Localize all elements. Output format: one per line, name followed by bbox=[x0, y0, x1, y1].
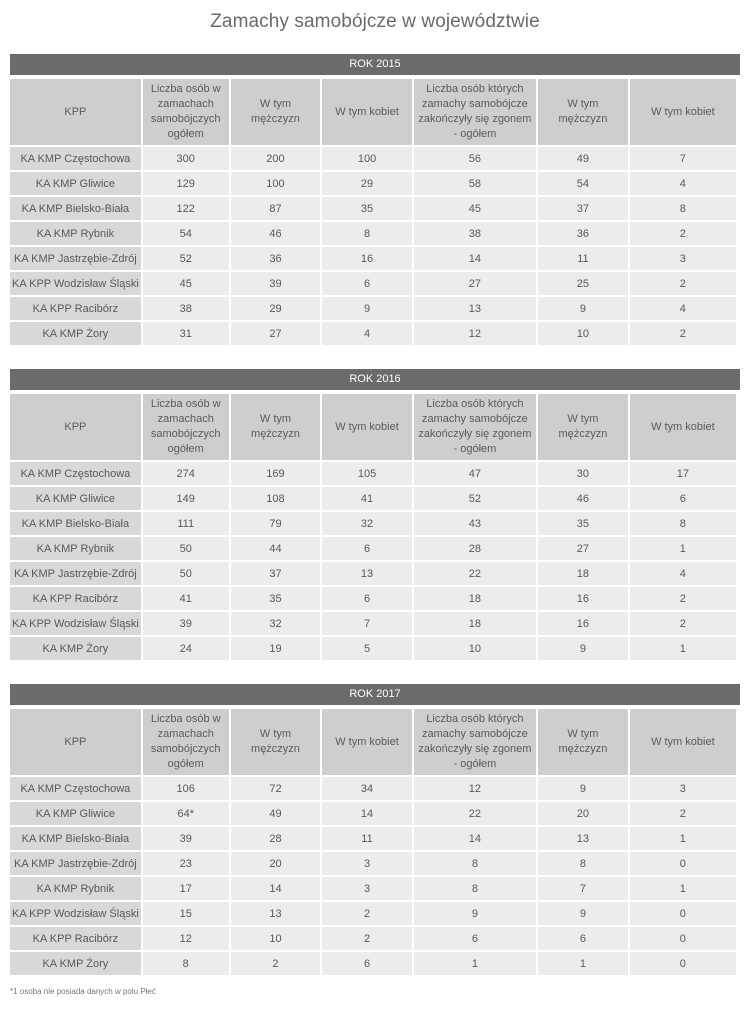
table-row bbox=[10, 537, 736, 560]
value-cell-attempts-men: 32 bbox=[231, 612, 321, 635]
value-cell-attempts-total: 41 bbox=[143, 587, 229, 610]
value-cell-attempts-women: 9 bbox=[322, 297, 411, 320]
year-block-2017 bbox=[10, 684, 740, 981]
value-cell-deaths-women: 2 bbox=[630, 222, 736, 245]
column-header-attempts-women: W tym kobiet bbox=[322, 394, 411, 460]
value-cell-attempts-total: 274 bbox=[143, 462, 229, 485]
value-cell-attempts-women: 16 bbox=[322, 247, 411, 270]
value-cell-deaths-men: 54 bbox=[538, 172, 628, 195]
value-cell-deaths-men: 36 bbox=[538, 222, 628, 245]
value-cell-deaths-total: 14 bbox=[414, 247, 536, 270]
value-cell-deaths-women: 3 bbox=[630, 777, 736, 800]
value-cell-attempts-women: 4 bbox=[322, 322, 411, 345]
kpp-name-cell: KA KMP Żory bbox=[10, 952, 141, 975]
kpp-name-cell: KA KMP Częstochowa bbox=[10, 777, 141, 800]
table-row bbox=[10, 512, 736, 535]
kpp-name-cell: KA KMP Gliwice bbox=[10, 172, 141, 195]
value-cell-attempts-total: 12 bbox=[143, 927, 229, 950]
value-cell-deaths-women: 2 bbox=[630, 802, 736, 825]
value-cell-attempts-total: 129 bbox=[143, 172, 229, 195]
value-cell-attempts-men: 44 bbox=[231, 537, 321, 560]
kpp-name-cell: KA KPP Wodzisław Śląski bbox=[10, 902, 141, 925]
value-cell-deaths-total: 12 bbox=[414, 777, 536, 800]
value-cell-attempts-total: 52 bbox=[143, 247, 229, 270]
value-cell-attempts-men: 13 bbox=[231, 902, 321, 925]
value-cell-deaths-men: 18 bbox=[538, 562, 628, 585]
kpp-name-cell: KA KMP Rybnik bbox=[10, 537, 141, 560]
table-row bbox=[10, 877, 736, 900]
value-cell-attempts-total: 39 bbox=[143, 612, 229, 635]
value-cell-attempts-women: 2 bbox=[322, 902, 411, 925]
value-cell-deaths-total: 14 bbox=[414, 827, 536, 850]
value-cell-attempts-total: 39 bbox=[143, 827, 229, 850]
value-cell-deaths-women: 4 bbox=[630, 562, 736, 585]
value-cell-attempts-women: 13 bbox=[322, 562, 411, 585]
value-cell-deaths-total: 43 bbox=[414, 512, 536, 535]
kpp-name-cell: KA KMP Gliwice bbox=[10, 487, 141, 510]
value-cell-deaths-women: 2 bbox=[630, 587, 736, 610]
value-cell-deaths-men: 9 bbox=[538, 297, 628, 320]
kpp-name-cell: KA KMP Rybnik bbox=[10, 877, 141, 900]
kpp-name-cell: KA KMP Jastrzębie-Zdrój bbox=[10, 852, 141, 875]
column-header-deaths-women: W tym kobiet bbox=[630, 394, 736, 460]
footnote: *1 osoba nie posiada danych w polu Płeć bbox=[10, 987, 156, 996]
value-cell-attempts-men: 35 bbox=[231, 587, 321, 610]
value-cell-attempts-men: 20 bbox=[231, 852, 321, 875]
value-cell-deaths-total: 22 bbox=[414, 562, 536, 585]
value-cell-deaths-total: 1 bbox=[414, 952, 536, 975]
data-table bbox=[8, 77, 738, 347]
value-cell-attempts-men: 79 bbox=[231, 512, 321, 535]
column-header-deaths-total: Liczba osób których zamachy samobójcze zakończyły się zgonem - ogółem bbox=[414, 709, 536, 775]
table-row bbox=[10, 487, 736, 510]
value-cell-deaths-total: 56 bbox=[414, 147, 536, 170]
value-cell-attempts-total: 111 bbox=[143, 512, 229, 535]
table-row bbox=[10, 197, 736, 220]
table-row bbox=[10, 637, 736, 660]
kpp-name-cell: KA KMP Żory bbox=[10, 637, 141, 660]
value-cell-deaths-men: 9 bbox=[538, 777, 628, 800]
value-cell-deaths-women: 1 bbox=[630, 827, 736, 850]
header-row bbox=[10, 709, 736, 775]
value-cell-attempts-total: 15 bbox=[143, 902, 229, 925]
kpp-name-cell: KA KMP Rybnik bbox=[10, 222, 141, 245]
kpp-name-cell: KA KMP Bielsko-Biała bbox=[10, 512, 141, 535]
table-row bbox=[10, 852, 736, 875]
value-cell-attempts-women: 6 bbox=[322, 272, 411, 295]
kpp-name-cell: KA KMP Żory bbox=[10, 322, 141, 345]
year-block-2015 bbox=[10, 54, 740, 351]
value-cell-attempts-men: 49 bbox=[231, 802, 321, 825]
value-cell-attempts-total: 122 bbox=[143, 197, 229, 220]
value-cell-deaths-total: 10 bbox=[414, 637, 536, 660]
value-cell-deaths-men: 35 bbox=[538, 512, 628, 535]
value-cell-attempts-men: 39 bbox=[231, 272, 321, 295]
table-row bbox=[10, 222, 736, 245]
column-header-attempts-men: W tym mężczyzn bbox=[231, 394, 321, 460]
value-cell-deaths-men: 16 bbox=[538, 612, 628, 635]
value-cell-deaths-total: 12 bbox=[414, 322, 536, 345]
value-cell-deaths-women: 3 bbox=[630, 247, 736, 270]
kpp-name-cell: KA KMP Częstochowa bbox=[10, 147, 141, 170]
table-row bbox=[10, 297, 736, 320]
kpp-name-cell: KA KMP Bielsko-Biała bbox=[10, 197, 141, 220]
value-cell-deaths-total: 47 bbox=[414, 462, 536, 485]
table-row bbox=[10, 172, 736, 195]
value-cell-attempts-men: 200 bbox=[231, 147, 321, 170]
value-cell-deaths-total: 8 bbox=[414, 877, 536, 900]
value-cell-attempts-total: 300 bbox=[143, 147, 229, 170]
value-cell-attempts-men: 36 bbox=[231, 247, 321, 270]
table-row bbox=[10, 322, 736, 345]
year-header-bar: ROK 2017 bbox=[10, 684, 740, 705]
column-header-deaths-women: W tym kobiet bbox=[630, 709, 736, 775]
column-header-kpp: KPP bbox=[10, 79, 141, 145]
value-cell-attempts-total: 45 bbox=[143, 272, 229, 295]
table-row bbox=[10, 827, 736, 850]
column-header-attempts-total: Liczba osób w zamachach samobójczych ogółem bbox=[143, 79, 229, 145]
value-cell-deaths-women: 0 bbox=[630, 927, 736, 950]
value-cell-attempts-men: 72 bbox=[231, 777, 321, 800]
kpp-name-cell: KA KPP Wodzisław Śląski bbox=[10, 612, 141, 635]
table-row bbox=[10, 927, 736, 950]
table-row bbox=[10, 952, 736, 975]
year-header-bar: ROK 2015 bbox=[10, 54, 740, 75]
value-cell-deaths-men: 8 bbox=[538, 852, 628, 875]
value-cell-deaths-men: 49 bbox=[538, 147, 628, 170]
value-cell-deaths-women: 0 bbox=[630, 952, 736, 975]
value-cell-attempts-men: 19 bbox=[231, 637, 321, 660]
value-cell-attempts-total: 24 bbox=[143, 637, 229, 660]
value-cell-attempts-men: 87 bbox=[231, 197, 321, 220]
data-table bbox=[8, 707, 738, 977]
column-header-attempts-women: W tym kobiet bbox=[322, 79, 411, 145]
value-cell-attempts-women: 2 bbox=[322, 927, 411, 950]
value-cell-deaths-women: 1 bbox=[630, 637, 736, 660]
value-cell-attempts-women: 8 bbox=[322, 222, 411, 245]
kpp-name-cell: KA KPP Racibórz bbox=[10, 927, 141, 950]
column-header-deaths-total: Liczba osób których zamachy samobójcze zakończyły się zgonem - ogółem bbox=[414, 394, 536, 460]
kpp-name-cell: KA KMP Gliwice bbox=[10, 802, 141, 825]
value-cell-attempts-women: 105 bbox=[322, 462, 411, 485]
column-header-attempts-total: Liczba osób w zamachach samobójczych ogółem bbox=[143, 709, 229, 775]
kpp-name-cell: KA KPP Wodzisław Śląski bbox=[10, 272, 141, 295]
value-cell-deaths-women: 2 bbox=[630, 272, 736, 295]
column-header-deaths-men: W tym mężczyzn bbox=[538, 394, 628, 460]
table-row bbox=[10, 147, 736, 170]
kpp-name-cell: KA KMP Jastrzębie-Zdrój bbox=[10, 562, 141, 585]
value-cell-deaths-men: 10 bbox=[538, 322, 628, 345]
kpp-name-cell: KA KPP Racibórz bbox=[10, 297, 141, 320]
value-cell-attempts-total: 50 bbox=[143, 562, 229, 585]
value-cell-attempts-women: 6 bbox=[322, 537, 411, 560]
value-cell-attempts-women: 100 bbox=[322, 147, 411, 170]
value-cell-attempts-men: 46 bbox=[231, 222, 321, 245]
value-cell-attempts-men: 108 bbox=[231, 487, 321, 510]
value-cell-attempts-men: 29 bbox=[231, 297, 321, 320]
column-header-attempts-men: W tym mężczyzn bbox=[231, 709, 321, 775]
value-cell-deaths-total: 13 bbox=[414, 297, 536, 320]
value-cell-deaths-women: 0 bbox=[630, 852, 736, 875]
value-cell-attempts-women: 6 bbox=[322, 587, 411, 610]
value-cell-deaths-total: 8 bbox=[414, 852, 536, 875]
value-cell-deaths-men: 30 bbox=[538, 462, 628, 485]
value-cell-deaths-men: 27 bbox=[538, 537, 628, 560]
column-header-deaths-total: Liczba osób których zamachy samobójcze zakończyły się zgonem - ogółem bbox=[414, 79, 536, 145]
table-row bbox=[10, 802, 736, 825]
value-cell-deaths-women: 4 bbox=[630, 297, 736, 320]
value-cell-deaths-total: 27 bbox=[414, 272, 536, 295]
value-cell-deaths-men: 6 bbox=[538, 927, 628, 950]
page-title: Zamachy samobójcze w województwie bbox=[210, 11, 540, 32]
value-cell-deaths-women: 8 bbox=[630, 512, 736, 535]
value-cell-deaths-men: 13 bbox=[538, 827, 628, 850]
table-row bbox=[10, 272, 736, 295]
data-table bbox=[8, 392, 738, 662]
value-cell-deaths-women: 6 bbox=[630, 487, 736, 510]
value-cell-attempts-men: 169 bbox=[231, 462, 321, 485]
value-cell-attempts-women: 5 bbox=[322, 637, 411, 660]
value-cell-attempts-total: 50 bbox=[143, 537, 229, 560]
value-cell-deaths-total: 6 bbox=[414, 927, 536, 950]
value-cell-attempts-women: 14 bbox=[322, 802, 411, 825]
value-cell-attempts-men: 10 bbox=[231, 927, 321, 950]
value-cell-deaths-men: 25 bbox=[538, 272, 628, 295]
value-cell-attempts-women: 11 bbox=[322, 827, 411, 850]
value-cell-deaths-men: 11 bbox=[538, 247, 628, 270]
value-cell-deaths-women: 8 bbox=[630, 197, 736, 220]
value-cell-attempts-men: 2 bbox=[231, 952, 321, 975]
value-cell-deaths-total: 52 bbox=[414, 487, 536, 510]
value-cell-attempts-women: 41 bbox=[322, 487, 411, 510]
year-block-2016 bbox=[10, 369, 740, 666]
value-cell-deaths-men: 9 bbox=[538, 902, 628, 925]
table-row bbox=[10, 247, 736, 270]
value-cell-attempts-total: 149 bbox=[143, 487, 229, 510]
value-cell-attempts-women: 32 bbox=[322, 512, 411, 535]
value-cell-deaths-men: 46 bbox=[538, 487, 628, 510]
value-cell-deaths-men: 16 bbox=[538, 587, 628, 610]
value-cell-deaths-women: 17 bbox=[630, 462, 736, 485]
value-cell-attempts-women: 34 bbox=[322, 777, 411, 800]
value-cell-deaths-women: 0 bbox=[630, 902, 736, 925]
column-header-attempts-men: W tym mężczyzn bbox=[231, 79, 321, 145]
column-header-deaths-women: W tym kobiet bbox=[630, 79, 736, 145]
year-header-bar: ROK 2016 bbox=[10, 369, 740, 390]
column-header-attempts-women: W tym kobiet bbox=[322, 709, 411, 775]
table-row bbox=[10, 902, 736, 925]
table-row bbox=[10, 587, 736, 610]
value-cell-deaths-total: 18 bbox=[414, 587, 536, 610]
value-cell-deaths-women: 4 bbox=[630, 172, 736, 195]
header-row bbox=[10, 79, 736, 145]
value-cell-deaths-men: 20 bbox=[538, 802, 628, 825]
value-cell-attempts-total: 54 bbox=[143, 222, 229, 245]
value-cell-deaths-men: 37 bbox=[538, 197, 628, 220]
value-cell-deaths-total: 45 bbox=[414, 197, 536, 220]
table-row bbox=[10, 612, 736, 635]
column-header-kpp: KPP bbox=[10, 709, 141, 775]
value-cell-attempts-men: 100 bbox=[231, 172, 321, 195]
value-cell-attempts-women: 35 bbox=[322, 197, 411, 220]
value-cell-deaths-women: 2 bbox=[630, 612, 736, 635]
value-cell-deaths-total: 18 bbox=[414, 612, 536, 635]
header-row bbox=[10, 394, 736, 460]
kpp-name-cell: KA KMP Bielsko-Biała bbox=[10, 827, 141, 850]
column-header-attempts-total: Liczba osób w zamachach samobójczych ogółem bbox=[143, 394, 229, 460]
value-cell-attempts-total: 17 bbox=[143, 877, 229, 900]
value-cell-deaths-women: 2 bbox=[630, 322, 736, 345]
kpp-name-cell: KA KPP Racibórz bbox=[10, 587, 141, 610]
value-cell-attempts-women: 7 bbox=[322, 612, 411, 635]
value-cell-deaths-total: 58 bbox=[414, 172, 536, 195]
column-header-kpp: KPP bbox=[10, 394, 141, 460]
value-cell-deaths-women: 1 bbox=[630, 537, 736, 560]
value-cell-deaths-men: 9 bbox=[538, 637, 628, 660]
value-cell-deaths-total: 28 bbox=[414, 537, 536, 560]
value-cell-attempts-men: 14 bbox=[231, 877, 321, 900]
value-cell-attempts-women: 6 bbox=[322, 952, 411, 975]
table-row bbox=[10, 562, 736, 585]
value-cell-attempts-women: 3 bbox=[322, 852, 411, 875]
value-cell-deaths-total: 9 bbox=[414, 902, 536, 925]
value-cell-attempts-total: 64* bbox=[143, 802, 229, 825]
value-cell-deaths-women: 7 bbox=[630, 147, 736, 170]
value-cell-attempts-total: 38 bbox=[143, 297, 229, 320]
value-cell-deaths-total: 38 bbox=[414, 222, 536, 245]
column-header-deaths-men: W tym mężczyzn bbox=[538, 709, 628, 775]
kpp-name-cell: KA KMP Jastrzębie-Zdrój bbox=[10, 247, 141, 270]
value-cell-attempts-women: 3 bbox=[322, 877, 411, 900]
table-row bbox=[10, 777, 736, 800]
value-cell-attempts-total: 106 bbox=[143, 777, 229, 800]
value-cell-attempts-women: 29 bbox=[322, 172, 411, 195]
value-cell-deaths-women: 1 bbox=[630, 877, 736, 900]
value-cell-attempts-total: 23 bbox=[143, 852, 229, 875]
value-cell-deaths-total: 22 bbox=[414, 802, 536, 825]
value-cell-attempts-total: 8 bbox=[143, 952, 229, 975]
value-cell-deaths-men: 7 bbox=[538, 877, 628, 900]
value-cell-attempts-men: 27 bbox=[231, 322, 321, 345]
column-header-deaths-men: W tym mężczyzn bbox=[538, 79, 628, 145]
value-cell-attempts-men: 28 bbox=[231, 827, 321, 850]
value-cell-deaths-men: 1 bbox=[538, 952, 628, 975]
value-cell-attempts-men: 37 bbox=[231, 562, 321, 585]
value-cell-attempts-total: 31 bbox=[143, 322, 229, 345]
table-row bbox=[10, 462, 736, 485]
kpp-name-cell: KA KMP Częstochowa bbox=[10, 462, 141, 485]
